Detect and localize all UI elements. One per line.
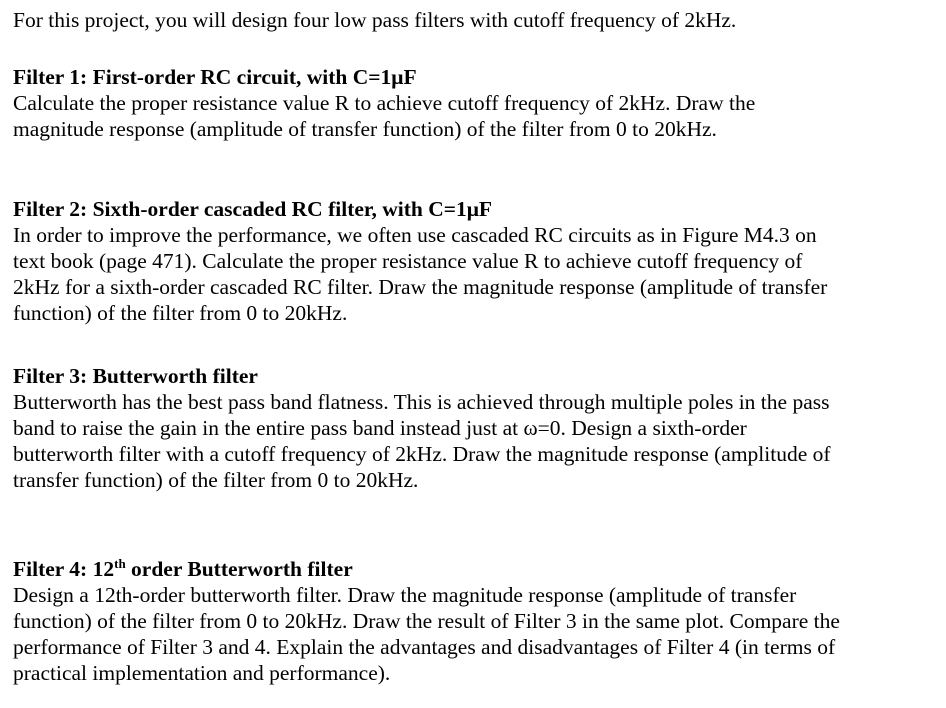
filter-1-section	[13, 65, 755, 142]
filter-2-heading: Filter 2: Sixth-order cascaded RC filter, with C=1μF	[13, 197, 493, 221]
text-line: butterworth filter with a cutoff frequency of 2kHz. Draw the magnitude response (amplitude of	[13, 442, 831, 466]
text-line: function) of the filter from 0 to 20kHz. Draw the result of Filter 3 in the same plot. Compare the	[13, 609, 840, 633]
text-line: practical implementation and performance).	[13, 661, 391, 685]
filter-3-description	[13, 389, 831, 493]
filter-2-description	[13, 222, 827, 326]
document-page	[13, 8, 941, 685]
text-line: Butterworth has the best pass band flatness. This is achieved through multiple poles in the pass	[13, 390, 830, 414]
filter-4-description	[13, 582, 840, 686]
text-line: function) of the filter from 0 to 20kHz.	[13, 301, 348, 325]
text-line: text book (page 471). Calculate the proper resistance value R to achieve cutoff frequency of	[13, 249, 803, 273]
filter-3-section	[13, 364, 831, 493]
filter-4-heading	[13, 557, 840, 582]
filter-4-heading-prefix: Filter 4: 12	[13, 557, 115, 581]
filter-3-heading: Filter 3: Butterworth filter	[13, 364, 258, 388]
filter-1-heading: Filter 1: First-order RC circuit, with C=1μF	[13, 65, 417, 89]
filter-1-description	[13, 90, 755, 142]
filter-2-section	[13, 197, 827, 326]
ordinal-superscript: th	[114, 556, 126, 571]
filter-4-section	[13, 557, 840, 686]
text-line: magnitude response (amplitude of transfer function) of the filter from 0 to 20kHz.	[13, 117, 717, 141]
filter-4-heading-suffix: order Butterworth filter	[125, 557, 353, 581]
text-line: In order to improve the performance, we often use cascaded RC circuits as in Figure M4.3 on	[13, 223, 817, 247]
text-line: 2kHz for a sixth-order cascaded RC filter. Draw the magnitude response (amplitude of transfer	[13, 275, 828, 299]
intro-paragraph: For this project, you will design four low pass filters with cutoff frequency of 2kHz.	[13, 8, 737, 32]
text-line: Calculate the proper resistance value R to achieve cutoff frequency of 2kHz. Draw the	[13, 91, 756, 115]
text-line: performance of Filter 3 and 4. Explain the advantages and disadvantages of Filter 4 (in terms of	[13, 635, 836, 659]
text-line: transfer function) of the filter from 0 to 20kHz.	[13, 468, 419, 492]
text-line: Design a 12th-order butterworth filter. Draw the magnitude response (amplitude of transfer	[13, 583, 797, 607]
text-line: band to raise the gain in the entire pass band instead just at ω=0. Design a sixth-order	[13, 416, 747, 440]
